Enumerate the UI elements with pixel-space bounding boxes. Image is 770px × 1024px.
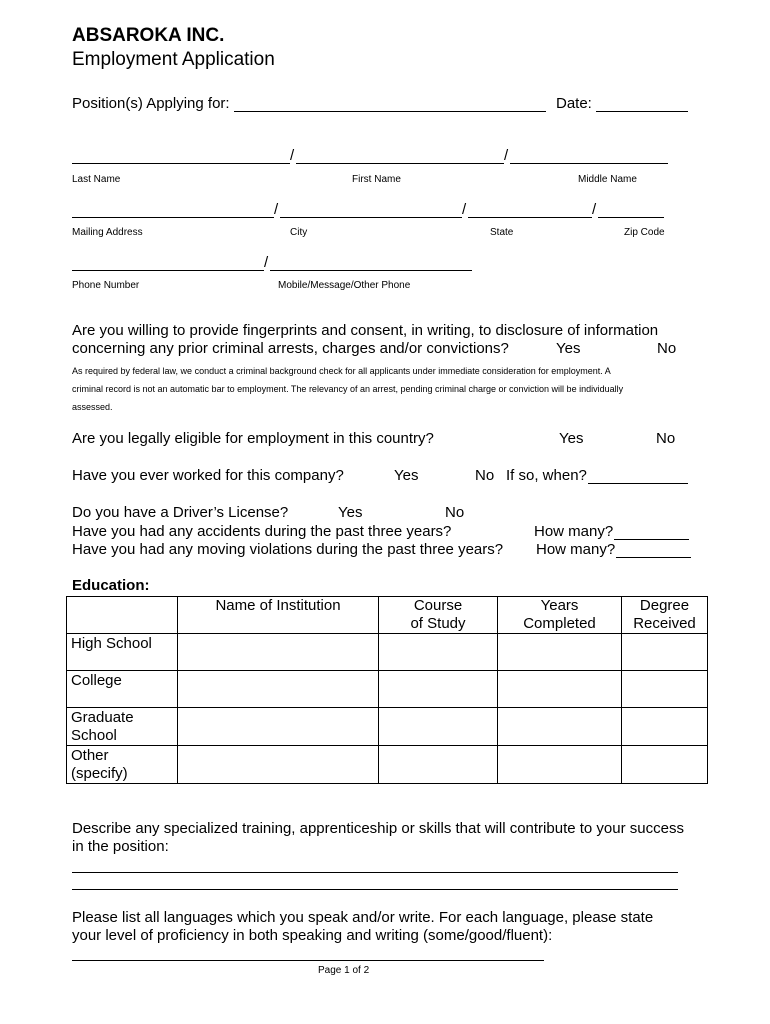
address-separator: /	[274, 201, 279, 218]
phone-number-label: Phone Number	[72, 280, 140, 291]
eligible-question: Are you legally eligible for employment in this country?	[72, 430, 434, 447]
background-check-note-line3: assessed.	[72, 402, 113, 412]
worked-before-question: Have you ever worked for this company?	[72, 467, 344, 484]
worked-before-no-option[interactable]: No	[475, 467, 495, 484]
cell-degree[interactable]	[622, 746, 708, 784]
worked-before-when-line[interactable]	[588, 483, 688, 484]
accidents-count-label: How many?	[534, 523, 614, 540]
date-label: Date:	[556, 95, 592, 112]
violations-count-line[interactable]	[616, 557, 691, 558]
row-label-other	[67, 746, 178, 784]
cell-years[interactable]	[498, 671, 622, 708]
education-row-high-school	[67, 634, 708, 671]
training-question-line2: in the position:	[72, 838, 169, 855]
education-heading: Education:	[72, 577, 150, 594]
row-label-other-text: Other (specify)	[71, 747, 128, 782]
company-name: ABSAROKA INC.	[72, 25, 225, 46]
last-name-label: Last Name	[72, 174, 121, 185]
languages-answer-line[interactable]	[72, 960, 544, 961]
background-check-note-line1: As required by federal law, we conduct a criminal background check for all applicants under immediate consideration for employment. A	[72, 366, 611, 376]
mobile-phone-label: Mobile/Message/Other Phone	[278, 280, 411, 291]
column-header-degree-text: Degree Received	[633, 597, 696, 632]
cell-course[interactable]	[379, 746, 498, 784]
cell-years[interactable]	[498, 708, 622, 746]
education-row-other	[67, 746, 708, 784]
training-answer-line[interactable]	[72, 889, 678, 890]
first-name-line[interactable]	[296, 163, 504, 164]
education-header-row	[67, 597, 708, 634]
column-header-degree	[622, 597, 708, 634]
cell-course[interactable]	[379, 634, 498, 671]
cell-course[interactable]	[379, 671, 498, 708]
cell-degree[interactable]	[622, 671, 708, 708]
education-row-college	[67, 671, 708, 708]
middle-name-line[interactable]	[510, 163, 668, 164]
license-question: Do you have a Driver’s License?	[72, 504, 289, 521]
middle-name-label: Middle Name	[578, 174, 637, 185]
worked-before-yes-option[interactable]: Yes	[394, 467, 419, 484]
fingerprints-question-line1: Are you willing to provide fingerprints and consent, in writing, to disclosure of information	[72, 322, 659, 339]
training-answer-line[interactable]	[72, 872, 678, 873]
cell-institution[interactable]	[178, 671, 379, 708]
state-line[interactable]	[468, 217, 592, 218]
phone-number-line[interactable]	[72, 270, 264, 271]
cell-institution[interactable]	[178, 708, 379, 746]
page-number: Page 1 of 2	[318, 965, 370, 976]
eligible-yes-option[interactable]: Yes	[559, 430, 584, 447]
address-separator: /	[592, 201, 597, 218]
state-label: State	[490, 227, 514, 238]
first-name-label: First Name	[352, 174, 401, 185]
cell-course[interactable]	[379, 708, 498, 746]
position-input-line[interactable]	[234, 111, 546, 112]
cell-years[interactable]	[498, 746, 622, 784]
education-row-graduate	[67, 708, 708, 746]
name-separator: /	[290, 147, 295, 164]
city-label: City	[290, 227, 308, 238]
zip-code-line[interactable]	[598, 217, 664, 218]
column-header-years	[498, 597, 622, 634]
accidents-count-line[interactable]	[614, 539, 689, 540]
city-line[interactable]	[280, 217, 462, 218]
column-header-course	[379, 597, 498, 634]
mobile-phone-line[interactable]	[270, 270, 472, 271]
violations-question: Have you had any moving violations during the past three years?	[72, 541, 504, 558]
cell-institution[interactable]	[178, 746, 379, 784]
violations-count-label: How many?	[536, 541, 616, 558]
languages-question-line2: your level of proficiency in both speaking and writing (some/good/fluent):	[72, 927, 553, 944]
phone-separator: /	[264, 254, 269, 271]
fingerprints-question-line2: concerning any prior criminal arrests, charges and/or convictions?	[72, 340, 509, 357]
worked-before-when-label: If so, when?	[506, 467, 587, 484]
row-label-high-school: High School	[67, 634, 178, 671]
mailing-address-label: Mailing Address	[72, 227, 143, 238]
address-separator: /	[462, 201, 467, 218]
position-label: Position(s) Applying for:	[72, 95, 230, 112]
languages-question-line1: Please list all languages which you speak and/or write. For each language, please state	[72, 909, 654, 926]
cell-institution[interactable]	[178, 634, 379, 671]
last-name-line[interactable]	[72, 163, 290, 164]
mailing-address-line[interactable]	[72, 217, 274, 218]
cell-degree[interactable]	[622, 708, 708, 746]
fingerprints-no-option[interactable]: No	[657, 340, 677, 357]
column-header-years-text: Years Completed	[523, 597, 596, 632]
cell-degree[interactable]	[622, 634, 708, 671]
background-check-note-line2: criminal record is not an automatic bar to employment. The relevancy of an arrest, pending criminal charge or conviction will be individually	[72, 384, 624, 394]
date-input-line[interactable]	[596, 111, 688, 112]
row-label-college: College	[67, 671, 178, 708]
education-header-blank	[67, 597, 178, 634]
form-title: Employment Application	[72, 49, 275, 70]
accidents-question: Have you had any accidents during the past three years?	[72, 523, 452, 540]
education-table	[66, 596, 708, 784]
column-header-course-text: Course of Study	[410, 597, 466, 632]
license-no-option[interactable]: No	[445, 504, 465, 521]
name-separator: /	[504, 147, 509, 164]
license-yes-option[interactable]: Yes	[338, 504, 363, 521]
eligible-no-option[interactable]: No	[656, 430, 676, 447]
training-question-line1: Describe any specialized training, apprenticeship or skills that will contribute to your success	[72, 820, 684, 837]
row-label-graduate	[67, 708, 178, 746]
cell-years[interactable]	[498, 634, 622, 671]
row-label-graduate-text: Graduate School	[71, 709, 134, 744]
zip-code-label: Zip Code	[624, 227, 665, 238]
column-header-institution: Name of Institution	[178, 597, 379, 634]
fingerprints-yes-option[interactable]: Yes	[556, 340, 581, 357]
